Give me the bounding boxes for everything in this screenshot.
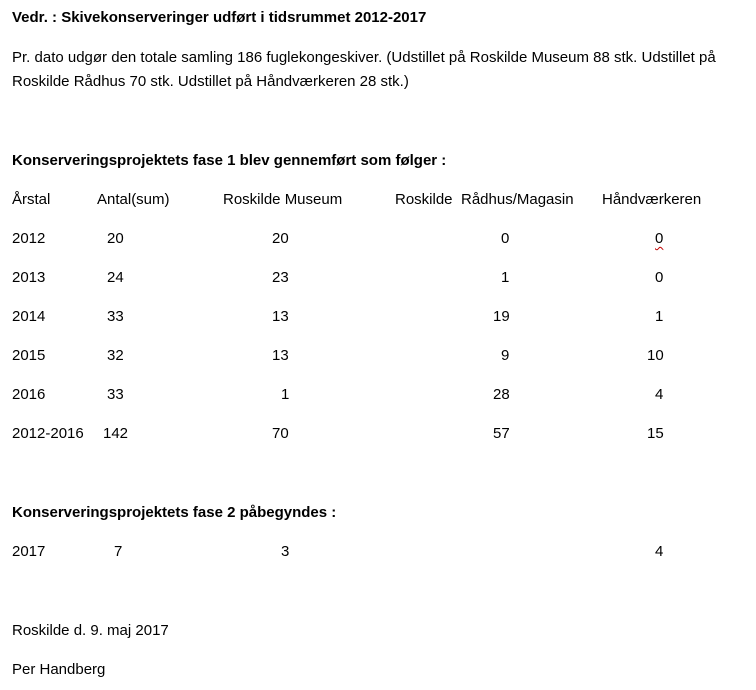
cell-museum: 13 — [272, 347, 289, 364]
cell-craftsmen: 15 — [647, 425, 664, 442]
signature: Per Handberg — [12, 661, 106, 678]
cell-craftsmen: 0 — [655, 269, 664, 286]
cell-city-hall: 9 — [501, 347, 510, 364]
cell-city-hall: 0 — [501, 230, 510, 247]
cell-year: 2014 — [12, 308, 46, 325]
cell-year: 2015 — [12, 347, 46, 364]
cell-city-hall: 1 — [501, 269, 510, 286]
cell-museum: 13 — [272, 308, 289, 325]
cell-museum: 3 — [281, 543, 290, 560]
cell-year: 2013 — [12, 269, 46, 286]
cell-craftsmen: 4 — [655, 386, 664, 403]
cell-count: 33 — [107, 386, 124, 403]
place-date: Roskilde d. 9. maj 2017 — [12, 622, 169, 639]
cell-craftsmen: 1 — [655, 308, 664, 325]
cell-count: 20 — [107, 230, 124, 247]
cell-year: 2012 — [12, 230, 46, 247]
cell-city-hall: 57 — [493, 425, 510, 442]
column-header-museum: Roskilde Museum — [223, 191, 343, 208]
document-heading: Vedr. : Skivekonserveringer udført i tidsrummet 2012-2017 — [12, 9, 427, 26]
phase1-title: Konserveringsprojektets fase 1 blev gennemført som følger : — [12, 152, 447, 169]
cell-count: 33 — [107, 308, 124, 325]
intro-line-2: Roskilde Rådhus 70 stk. Udstillet på Håndværkeren 28 stk.) — [12, 73, 409, 90]
cell-city-hall: 19 — [493, 308, 510, 325]
cell-museum: 1 — [281, 386, 290, 403]
cell-year: 2012-2016 — [12, 425, 84, 442]
column-header-city-hall-part2: Rådhus/Magasin — [461, 191, 574, 208]
cell-year: 2017 — [12, 543, 46, 560]
cell-museum: 23 — [272, 269, 289, 286]
cell-craftsmen: 4 — [655, 543, 664, 560]
cell-count: 142 — [103, 425, 129, 442]
column-header-city-hall-part1: Roskilde — [395, 191, 453, 208]
column-header-year: Årstal — [12, 191, 51, 208]
cell-museum: 20 — [272, 230, 289, 247]
cell-count: 7 — [114, 543, 123, 560]
cell-city-hall: 28 — [493, 386, 510, 403]
phase2-title: Konserveringsprojektets fase 2 påbegyndes : — [12, 504, 337, 521]
cell-count: 32 — [107, 347, 124, 364]
cell-count: 24 — [107, 269, 124, 286]
column-header-craftsmen: Håndværkeren — [602, 191, 702, 208]
cell-museum: 70 — [272, 425, 289, 442]
cell-year: 2016 — [12, 386, 46, 403]
cell-craftsmen: 10 — [647, 347, 664, 364]
column-header-count: Antal(sum) — [97, 191, 170, 208]
intro-line-1: Pr. dato udgør den totale samling 186 fuglekongeskiver. (Udstillet på Roskilde Museum 88 stk. Udstillet på — [12, 49, 716, 66]
cell-craftsmen: 0 — [655, 230, 664, 247]
